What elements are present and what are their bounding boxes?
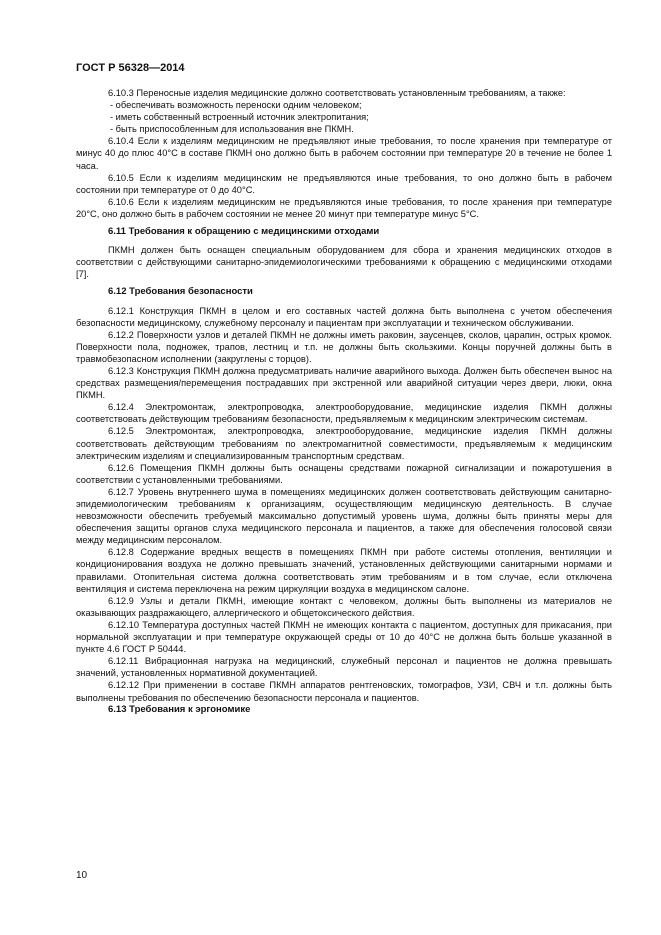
section-heading-6-13: 6.13 Требования к эргономике — [108, 703, 251, 715]
paragraph-6-12-2: 6.12.2 Поверхности узлов и деталей ПКМН не должны иметь раковин, заусенцев, сколов, царапин, острых кромок. Поверхности пола, подножек, трапов, лестниц и т.п. не должны быть скользкими. Концы поручней должны быть в травмобезопасном исполнении (закруглены с торцов). — [76, 329, 612, 364]
paragraph-6-12-5: 6.12.5 Электромонтаж, электропроводка, электрооборудование, медицинские изделия ПКМН должны соответствовать действующим требованиям по электромагнитной совместимости, предъявляемым к медицинским электрическим изделиям и специализированным транспортным средствам. — [76, 426, 612, 461]
list-item: - обеспечивать возможность переноски одним человеком; — [110, 100, 362, 111]
paragraph-6-10-3: 6.10.3 Переносные изделия медицинские должно соответствовать установленным требованиям, а также: — [108, 88, 566, 98]
paragraph-6-12-11: 6.12.11 Вибрационная нагрузка на медицинский, служебный персонал и пациентов не должна превышать значений, установленных нормативной документацией. — [76, 656, 612, 679]
paragraph-6-12-7: 6.12.7 Уровень внутреннего шума в помещениях медицинских должен соответствовать действующим санитарно-эпидемиологическим требованиям к организациям, осуществляющим медицинскую деятельность. В случае невозможности обеспечить требуемый максимально допустимый уровень шума, должны быть приняты меры для обеспечения защиты органов слуха медицинского персонала и пациентов, а также для обеспечения голосовой связи между медицинским персоналом. — [76, 486, 612, 546]
paragraph-6-10-5: 6.10.5 Если к изделиям медицинским не предъявляются иные требования, то оно должно быть в рабочем состоянии при температуре от 0 до 40°С. — [76, 172, 612, 195]
paragraph-6-12-8: 6.12.8 Содержание вредных веществ в помещениях ПКМН при работе системы отопления, вентиляции и кондиционирования воздуха не должно превышать значений, установленных действующими санитарными нормами и правилами. Отопительная система должна соответствовать этим требованиям и в том случае, если отключена вентиляция и система переключена на режим циркуляции воздуха в медицинском салоне. — [76, 547, 612, 594]
paragraph-6-12-1: 6.12.1 Конструкция ПКМН в целом и его составных частей должна быть выполнена с учетом обеспечения безопасности медицинскому, служебному персоналу и пациентам при эксплуатации и техническом обслуживании. — [76, 305, 612, 328]
paragraph-6-12-12: 6.12.12 При применении в составе ПКМН аппаратов рентгеновских, томографов, УЗИ, СВЧ и т.п. должны быть выполнены требования по обеспечению безопасности персонала и пациентов. — [76, 680, 612, 703]
section-heading-6-12: 6.12 Требования безопасности — [108, 286, 253, 298]
page-number: 10 — [76, 870, 88, 881]
paragraph-6-10-6: 6.10.6 Если к изделиям медицинским не предъявляются иные требования, то после хранения при температуре 20°С, оно должно быть в рабочем состоянии не менее 20 минут при температуре минус 5°С. — [76, 196, 612, 219]
section-heading-6-11: 6.11 Требования к обращению с медицинскими отходами — [108, 226, 380, 238]
list-item: - быть приспособленным для использования вне ПКМН. — [110, 124, 354, 135]
paragraph-6-11: ПКМН должен быть оснащен специальным оборудованием для сбора и хранения медицинских отходов в соответствии с действующими санитарно-эпидемиологическими требованиями к обращению с медицинскими отходами [7]. — [76, 245, 612, 280]
paragraph-6-12-10: 6.12.10 Температура доступных частей ПКМН не имеющих контакта с пациентом, доступных для прикасания, при нормальной эксплуатации и при температуре окружающей среды от 10 до 40°С не должна быть больше указанной в пункте 4.6 ГОСТ Р 50444. — [76, 619, 612, 655]
paragraph-6-10-4: 6.10.4 Если к изделиям медицинским не предъявляют иные требования, то после хранения при температуре от минус 40 до плюс 40°С в составе ПКМН оно должно быть в рабочем состоянии при температуре 20 в течение не более 1 часа. — [76, 136, 612, 171]
paragraph-6-12-4: 6.12.4 Электромонтаж, электропроводка, электрооборудование, медицинские изделия ПКМН должны соответствовать действующим требованиям безопасности, предъявляемым к медицинским электрическим системам. — [76, 402, 612, 425]
paragraph-6-12-9: 6.12.9 Узлы и детали ПКМН, имеющие контакт с человеком, должны быть выполнены из материалов не оказывающих раздражающего, аллергического и общетоксического действия. — [76, 595, 612, 618]
paragraph-6-12-3: 6.12.3 Конструкция ПКМН должна предусматривать наличие аварийного выхода. Должен быть обеспечен вынос на средствах размещения/перемещения пострадавших при экстренной или аварийной ситуации через двери, люки, окна ПКМН. — [76, 365, 612, 401]
document-id-header: ГОСТ Р 56328—2014 — [76, 62, 185, 74]
list-item: - иметь собственный встроенный источник электропитания; — [110, 112, 369, 123]
paragraph-6-12-6: 6.12.6 Помещения ПКМН должны быть оснащены средствами пожарной сигнализации и пожаротушения в соответствии с установленными требованиями. — [76, 462, 612, 485]
document-body — [76, 87, 612, 716]
